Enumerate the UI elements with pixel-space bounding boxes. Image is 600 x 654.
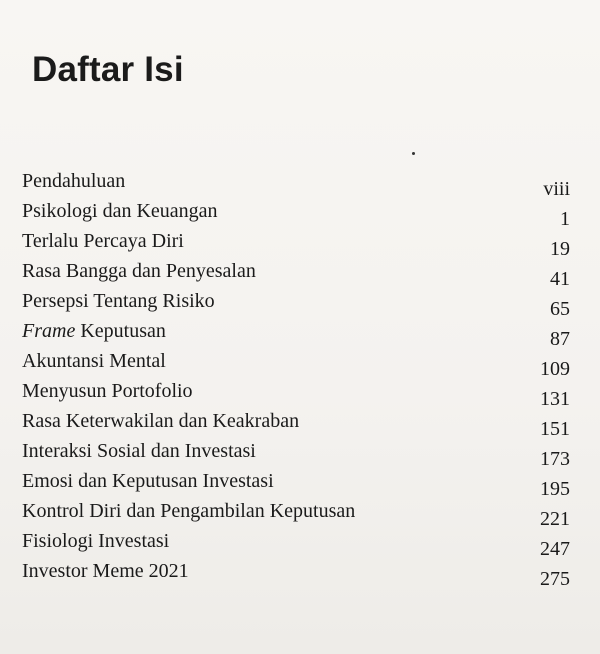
toc-entry-page: 221 [540,508,570,530]
toc-entry-title: Kontrol Diri dan Pengambilan Keputusan [22,500,356,522]
toc-entry-title: Interaksi Sosial dan Investasi [22,440,256,462]
toc-entry-title: Rasa Bangga dan Penyesalan [22,260,256,282]
toc-entry-frame-keputusan [20,318,580,348]
toc-entry-page: 195 [540,478,570,500]
toc-entry-page: 151 [540,418,570,440]
toc-entry-title-italic: Frame [22,320,76,342]
toc-entry-page: 173 [540,448,570,470]
toc-entry-title: Pendahuluan [22,170,126,192]
toc-entry-title: Terlalu Percaya Diri [22,230,184,252]
toc-entry-fisiologi-investasi [20,528,580,558]
toc-entry-emosi-dan-keputusan-investasi [20,468,580,498]
toc-entry-page: 19 [550,238,570,260]
toc-entry-title: Menyusun Portofolio [22,380,193,402]
toc-entry-page: 275 [540,568,570,590]
page-title: Daftar Isi [32,50,184,89]
toc-entry-kontrol-diri [20,498,580,528]
toc-entry-terlalu-percaya-diri [20,228,580,258]
toc-entry-title: Persepsi Tentang Risiko [22,290,215,312]
toc-entry-investor-meme-2021 [20,558,580,588]
toc-entry-page: 109 [540,358,570,380]
toc-entry-title: Akuntansi Mental [22,350,166,372]
toc-entry-page: 1 [560,208,570,230]
toc-entry-page: 247 [540,538,570,560]
toc-entry-akuntansi-mental [20,348,580,378]
toc-entry-title: Rasa Keterwakilan dan Keakraban [22,410,300,432]
toc-entry-page: 41 [550,268,570,290]
toc-entry-page: 87 [550,328,570,350]
ink-speck [412,152,415,155]
toc-entry-title: Emosi dan Keputusan Investasi [22,470,274,492]
toc-entry-title: Psikologi dan Keuangan [22,200,218,222]
toc-entry-title-rest: Keputusan [75,320,166,342]
toc-entry-page: 131 [540,388,570,410]
toc-entry-rasa-keterwakilan-dan-keakraban [20,408,580,438]
toc-entry-title: Investor Meme 2021 [22,560,189,582]
toc-entry-pendahuluan [20,168,580,198]
table-of-contents [20,168,580,588]
toc-entry-title: Fisiologi Investasi [22,530,170,552]
toc-entry-page: viii [543,178,570,200]
toc-entry-interaksi-sosial-dan-investasi [20,438,580,468]
toc-entry-page: 65 [550,298,570,320]
toc-entry-persepsi-tentang-risiko [20,288,580,318]
toc-entry-psikologi-dan-keuangan [20,198,580,228]
toc-entry-rasa-bangga-dan-penyesalan [20,258,580,288]
toc-entry-menyusun-portofolio [20,378,580,408]
toc-entry-title [22,320,166,343]
